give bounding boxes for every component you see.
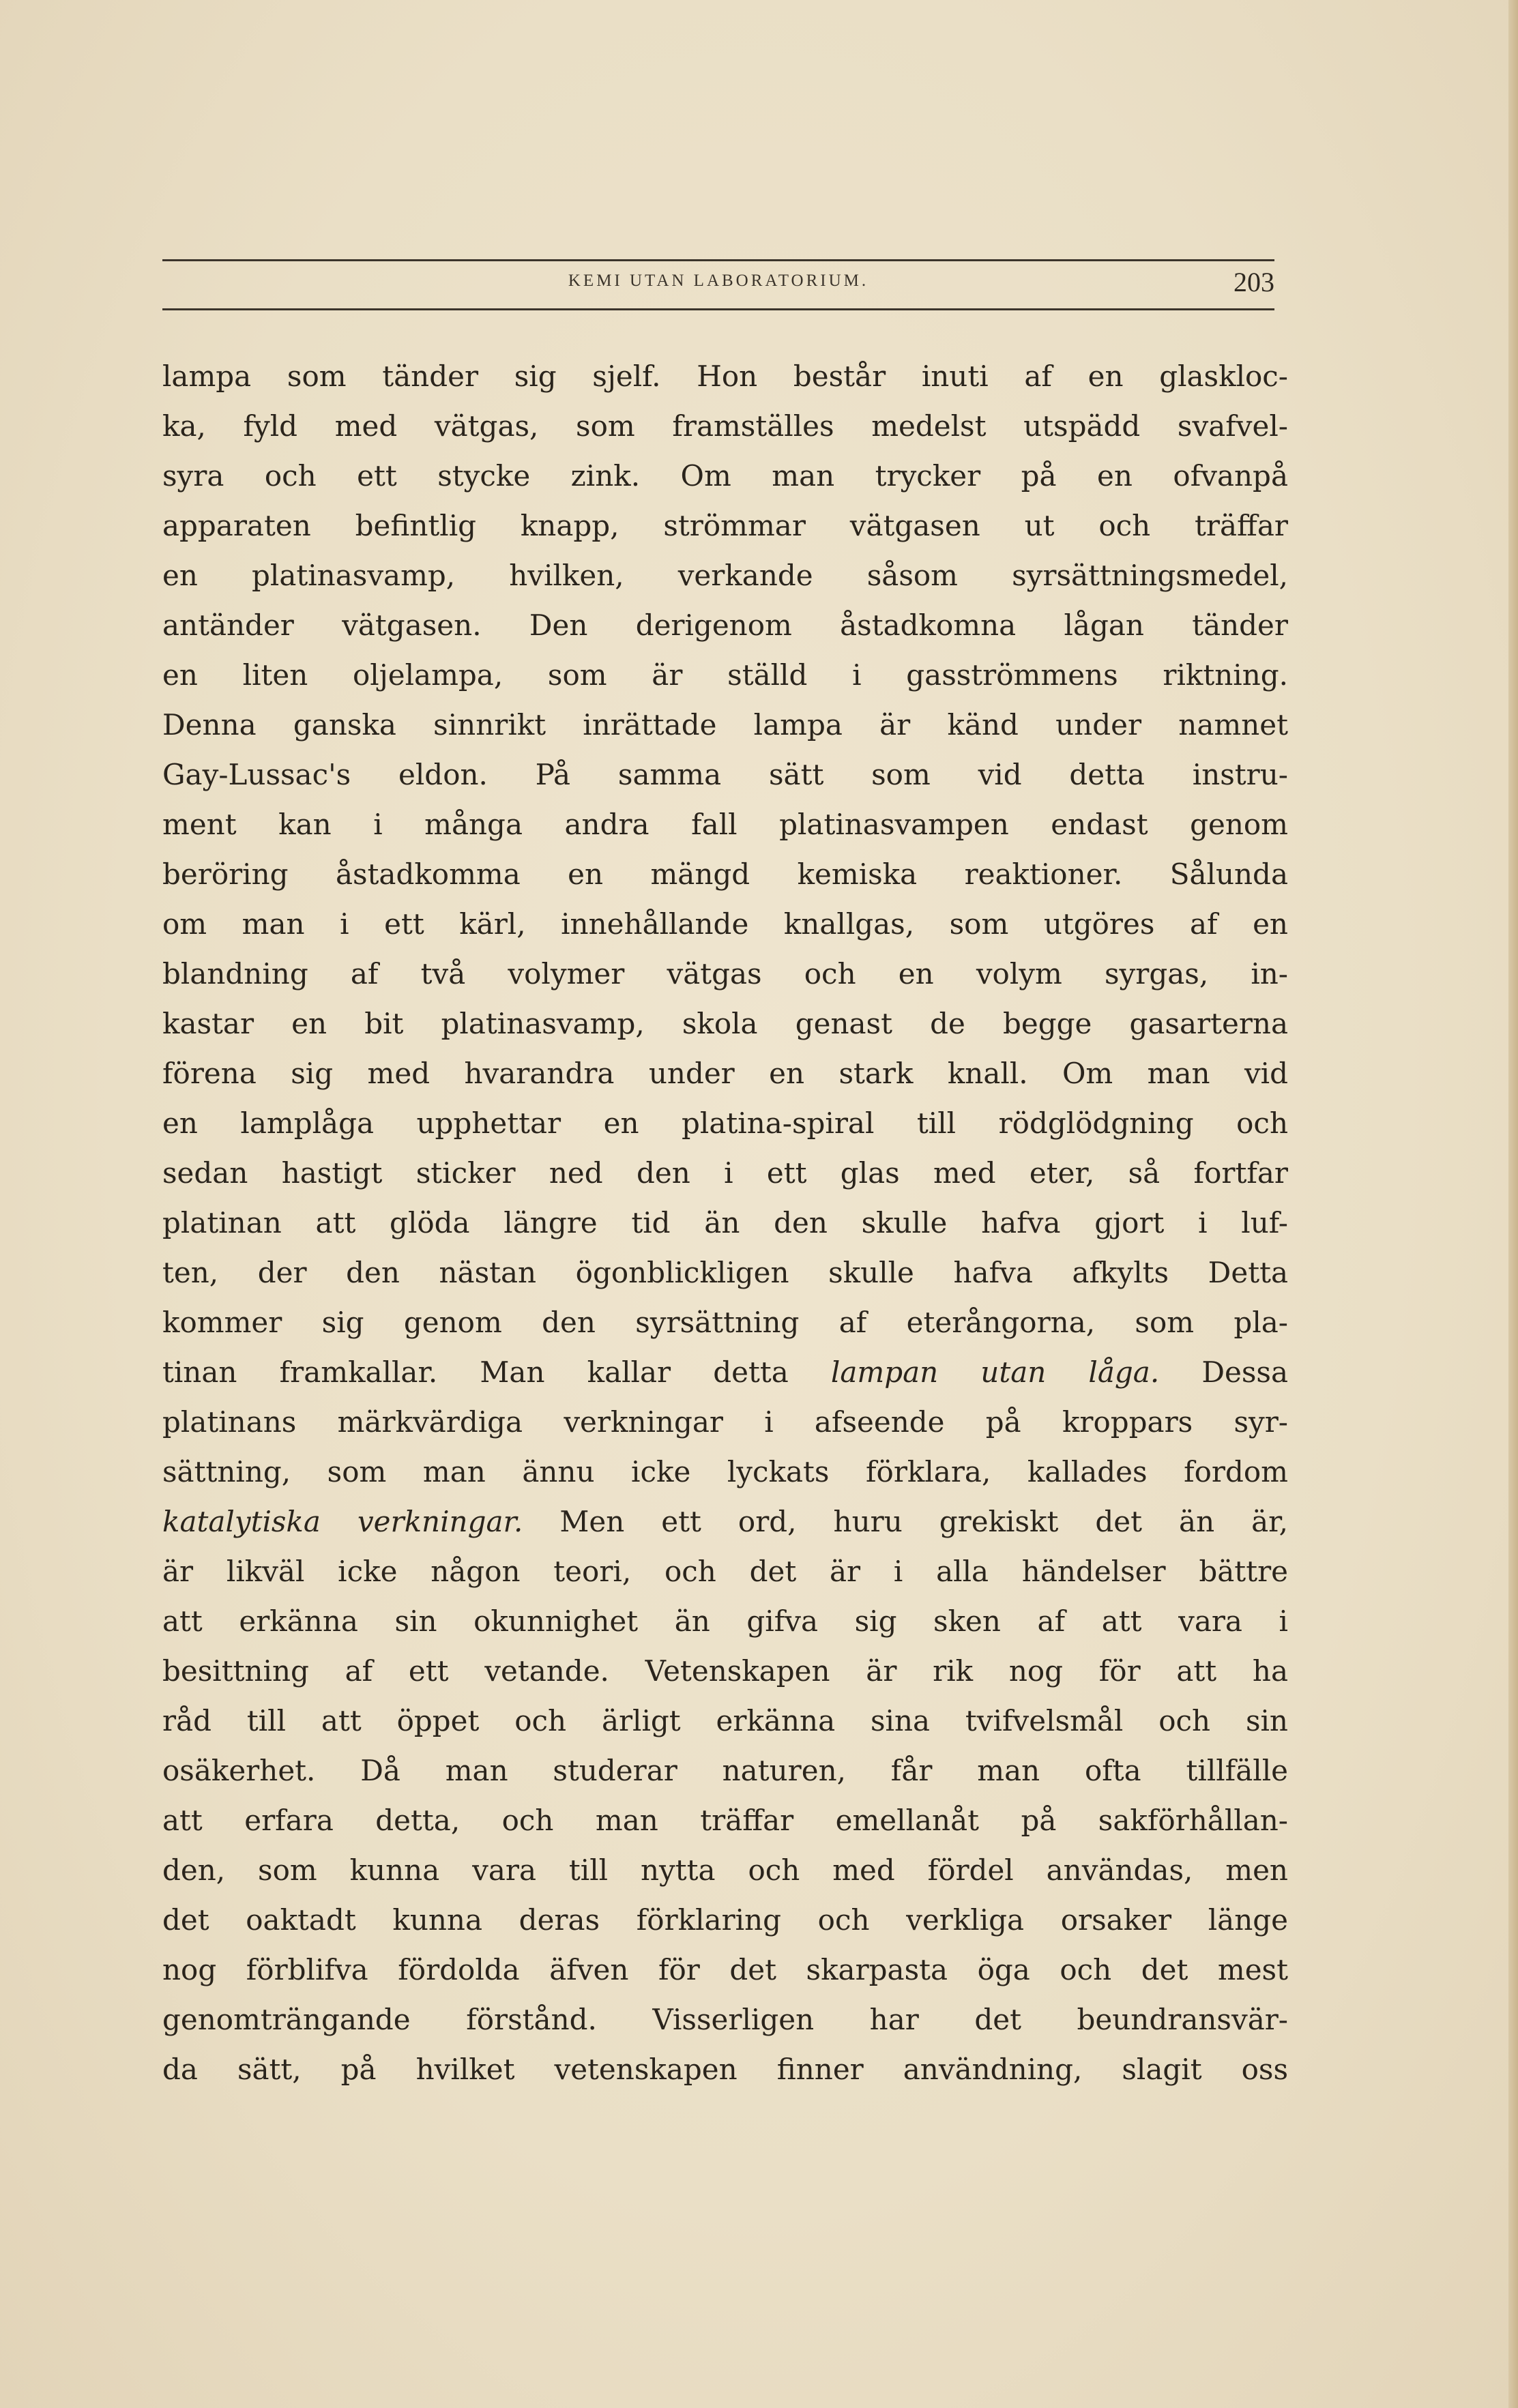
text-line: kastar en bit platinasvamp, skola genast de begge gasarterna bbox=[162, 1007, 1288, 1040]
text-line: nog förblifva fördolda äfven för det skarpasta öga och det mest bbox=[162, 1953, 1288, 1986]
text-line: lampa som tänder sig sjelf. Hon består inuti af en glaskloc- bbox=[162, 359, 1288, 393]
text-line: förena sig med hvarandra under en stark knall. Om man vid bbox=[162, 1057, 1288, 1090]
text-line: genomträngande förstånd. Visserligen har det beundransvär- bbox=[162, 2003, 1288, 2036]
text-line: antänder vätgasen. Den derigenom åstadkomna lågan tänder bbox=[162, 608, 1288, 642]
text-segment: tinan framkallar. Man kallar detta bbox=[162, 1355, 831, 1389]
text-line: en lamplåga upphettar en platina-spiral till rödglödgning och bbox=[162, 1106, 1288, 1140]
text-line: råd till att öppet och ärligt erkänna sina tvifvelsmål och sin bbox=[162, 1704, 1288, 1737]
text-line: om man i ett kärl, innehållande knallgas, som utgöres af en bbox=[162, 907, 1288, 941]
text-line: att erfara detta, och man träffar emellanåt på sakförhållan- bbox=[162, 1804, 1288, 1837]
text-line: beröring åstadkomma en mängd kemiska reaktioner. Sålunda bbox=[162, 857, 1288, 891]
page-edge bbox=[1508, 0, 1518, 2408]
text-line: apparaten befintlig knapp, strömmar vätgasen ut och träffar bbox=[162, 509, 1288, 542]
page-number: 203 bbox=[1234, 267, 1274, 297]
text-segment: Dessa bbox=[1159, 1355, 1288, 1389]
text-line: platinans märkvärdiga verkningar i afseende på kroppars syr- bbox=[162, 1405, 1288, 1439]
text-line: besittning af ett vetande. Vetenskapen är rik nog för att ha bbox=[162, 1654, 1288, 1688]
text-line: sedan hastigt sticker ned den i ett glas med eter, så fortfar bbox=[162, 1156, 1288, 1190]
text-line: osäkerhet. Då man studerar naturen, får man ofta tillfälle bbox=[162, 1754, 1288, 1787]
text-line: Denna ganska sinnrikt inrättade lampa är känd under namnet bbox=[162, 708, 1288, 742]
italic-term: katalytiska verkningar. bbox=[162, 1505, 523, 1538]
text-line: den, som kunna vara till nytta och med fördel användas, men bbox=[162, 1853, 1288, 1887]
text-line: blandning af två volymer vätgas och en volym syrgas, in- bbox=[162, 957, 1288, 990]
text-line: syra och ett stycke zink. Om man trycker på en ofvanpå bbox=[162, 459, 1288, 493]
running-head: KEMI UTAN LABORATORIUM. bbox=[568, 271, 869, 290]
text-line: platinan att glöda längre tid än den skulle hafva gjort i luf- bbox=[162, 1206, 1288, 1239]
text-line: det oaktadt kunna deras förklaring och verkliga orsaker länge bbox=[162, 1903, 1288, 1937]
header-rule-bottom bbox=[162, 308, 1274, 310]
text-line-with-italic bbox=[162, 1347, 1288, 1397]
text-line: kommer sig genom den syrsättning af eterångorna, som pla- bbox=[162, 1306, 1288, 1339]
text-line: Gay-Lussac's eldon. På samma sätt som vid detta instru- bbox=[162, 758, 1288, 791]
text-line: är likväl icke någon teori, och det är i alla händelser bättre bbox=[162, 1555, 1288, 1588]
text-line: ten, der den nästan ögonblickligen skulle hafva afkylts Detta bbox=[162, 1256, 1288, 1289]
italic-term: lampan utan låga. bbox=[830, 1355, 1160, 1389]
text-line: ka, fyld med vätgas, som framställes medelst utspädd svafvel- bbox=[162, 409, 1288, 443]
text-line: att erkänna sin okunnighet än gifva sig sken af att vara i bbox=[162, 1604, 1288, 1638]
header-rule-top bbox=[162, 259, 1274, 261]
text-line: en liten oljelampa, som är ställd i gasströmmens riktning. bbox=[162, 658, 1288, 692]
body-text bbox=[162, 351, 1288, 2094]
text-line-with-italic bbox=[162, 1497, 1288, 1546]
text-segment: Men ett ord, huru grekiskt det än är, bbox=[523, 1505, 1288, 1538]
page-header bbox=[162, 259, 1274, 314]
text-line: ment kan i många andra fall platinasvampen endast genom bbox=[162, 808, 1288, 841]
text-line: sättning, som man ännu icke lyckats förklara, kallades fordom bbox=[162, 1455, 1288, 1488]
text-line: da sätt, på hvilket vetenskapen finner användning, slagit oss bbox=[162, 2053, 1288, 2086]
text-line: en platinasvamp, hvilken, verkande såsom syrsättningsmedel, bbox=[162, 559, 1288, 592]
